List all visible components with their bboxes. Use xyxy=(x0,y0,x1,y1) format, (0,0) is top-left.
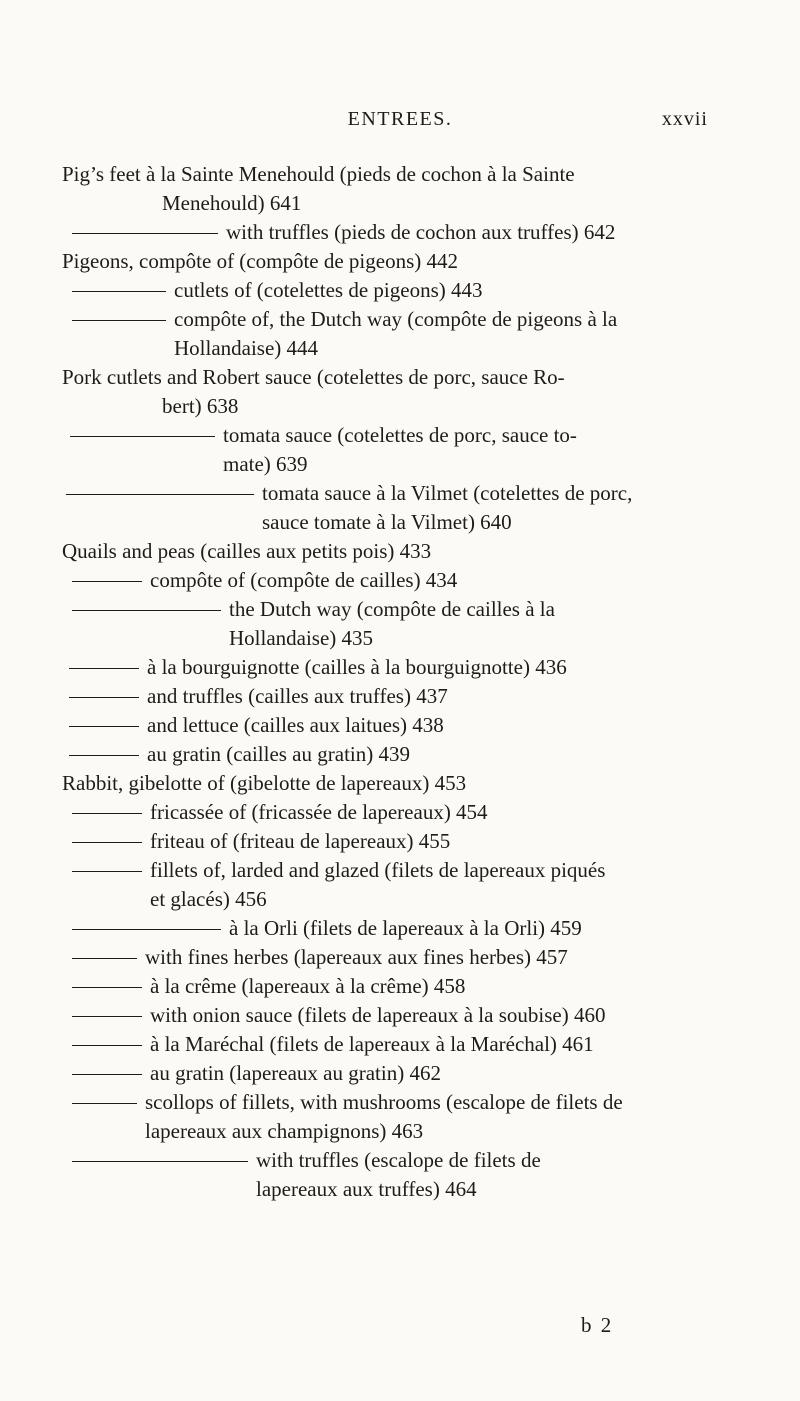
index-entry xyxy=(62,1059,752,1088)
entry-line: and truffles (cailles aux truffes) 437 xyxy=(147,684,448,708)
index-entry xyxy=(62,595,752,653)
ditto-dash xyxy=(69,726,139,727)
index-entry xyxy=(62,914,752,943)
entry-continuation: lapereaux aux truffes) 464 xyxy=(256,1177,477,1201)
ditto-dash xyxy=(72,987,142,988)
index-entry xyxy=(62,160,752,218)
index-entry xyxy=(62,740,752,769)
index-entry xyxy=(62,682,752,711)
index-entry xyxy=(62,421,752,479)
ditto-dash xyxy=(69,755,139,756)
entry-line: scollops of fillets, with mushrooms (escalope de filets de xyxy=(145,1090,623,1114)
index-entry xyxy=(62,856,752,914)
entry-line: à la Maréchal (filets de lapereaux à la Maréchal) 461 xyxy=(150,1032,594,1056)
entry-continuation: Menehould) 641 xyxy=(162,191,302,215)
ditto-dash xyxy=(70,436,215,437)
index-entry xyxy=(62,1001,752,1030)
entry-line: compôte of (compôte de cailles) 434 xyxy=(150,568,458,592)
entry-line: compôte of, the Dutch way (compôte de pigeons à la xyxy=(174,307,618,331)
signature-mark: b 2 xyxy=(581,1313,614,1337)
entry-line: au gratin (lapereaux au gratin) 462 xyxy=(150,1061,441,1085)
ditto-dash xyxy=(66,494,254,495)
ditto-dash xyxy=(72,842,142,843)
entry-line: à la crême (lapereaux à la crême) 458 xyxy=(150,974,466,998)
entry-line: friteau of (friteau de lapereaux) 455 xyxy=(150,829,451,853)
entry-line: au gratin (cailles au gratin) 439 xyxy=(147,742,410,766)
entry-continuation: Hollandaise) 435 xyxy=(229,626,374,650)
index-entry xyxy=(62,769,752,798)
index-entry xyxy=(62,972,752,1001)
ditto-dash xyxy=(72,610,221,611)
entry-continuation: lapereaux aux champignons) 463 xyxy=(145,1119,424,1143)
index-entry xyxy=(62,218,752,247)
ditto-dash xyxy=(69,697,139,698)
index-entry xyxy=(62,1088,752,1146)
entry-line: cutlets of (cotelettes de pigeons) 443 xyxy=(174,278,483,302)
entry-line: tomata sauce (cotelettes de porc, sauce to- xyxy=(223,423,577,447)
ditto-dash xyxy=(72,1161,248,1162)
ditto-dash xyxy=(72,1016,142,1017)
index-entry xyxy=(62,827,752,856)
ditto-dash xyxy=(72,958,137,959)
entry-line: tomata sauce à la Vilmet (cotelettes de porc, xyxy=(262,481,633,505)
entry-line: Pigeons, compôte of (compôte de pigeons) 442 xyxy=(62,249,459,273)
index-entry xyxy=(62,798,752,827)
entry-line: with fines herbes (lapereaux aux fines herbes) 457 xyxy=(145,945,568,969)
ditto-dash xyxy=(72,291,166,292)
index-entry xyxy=(62,537,752,566)
entry-line: with truffles (escalope de filets de xyxy=(256,1148,541,1172)
ditto-dash xyxy=(72,813,142,814)
entry-continuation: bert) 638 xyxy=(162,394,239,418)
index-entry xyxy=(62,1030,752,1059)
page-number: xxvii xyxy=(661,108,708,130)
entry-line: with truffles (pieds de cochon aux truffes) 642 xyxy=(226,220,616,244)
entry-line: fillets of, larded and glazed (filets de lapereaux piqués xyxy=(150,858,606,882)
entry-line: Quails and peas (cailles aux petits pois) 433 xyxy=(62,539,432,563)
index-entry xyxy=(62,653,752,682)
ditto-dash xyxy=(72,929,221,930)
entry-line: à la bourguignotte (cailles à la bourguignotte) 436 xyxy=(147,655,567,679)
entry-line: Pork cutlets and Robert sauce (cotelettes de porc, sauce Ro- xyxy=(62,365,565,389)
entry-line: and lettuce (cailles aux laitues) 438 xyxy=(147,713,444,737)
running-head xyxy=(0,108,800,138)
index-entry xyxy=(62,305,752,363)
index-entry xyxy=(62,247,752,276)
index-entry xyxy=(62,363,752,421)
entry-line: à la Orli (filets de lapereaux à la Orli) 459 xyxy=(229,916,582,940)
index-entry xyxy=(62,276,752,305)
entry-line: the Dutch way (compôte de cailles à la xyxy=(229,597,555,621)
ditto-dash xyxy=(72,871,142,872)
entry-line: fricassée of (fricassée de lapereaux) 454 xyxy=(150,800,488,824)
index-entry xyxy=(62,566,752,595)
ditto-dash xyxy=(72,1045,142,1046)
index-entry xyxy=(62,711,752,740)
ditto-dash xyxy=(72,1103,137,1104)
running-title: ENTREES. xyxy=(347,108,453,130)
index-entries xyxy=(62,160,752,1204)
entry-continuation: et glacés) 456 xyxy=(150,887,267,911)
ditto-dash xyxy=(72,581,142,582)
entry-continuation: sauce tomate à la Vilmet) 640 xyxy=(262,510,512,534)
index-entry xyxy=(62,479,752,537)
index-entry xyxy=(62,1146,752,1204)
entry-line: Pig’s feet à la Sainte Menehould (pieds de cochon à la Sainte xyxy=(62,162,575,186)
index-entry xyxy=(62,943,752,972)
entry-line: with onion sauce (filets de lapereaux à la soubise) 460 xyxy=(150,1003,606,1027)
ditto-dash xyxy=(72,1074,142,1075)
entry-line: Rabbit, gibelotte of (gibelotte de lapereaux) 453 xyxy=(62,771,467,795)
entry-continuation: mate) 639 xyxy=(223,452,308,476)
ditto-dash xyxy=(72,233,218,234)
ditto-dash xyxy=(69,668,139,669)
entry-continuation: Hollandaise) 444 xyxy=(174,336,319,360)
ditto-dash xyxy=(72,320,166,321)
